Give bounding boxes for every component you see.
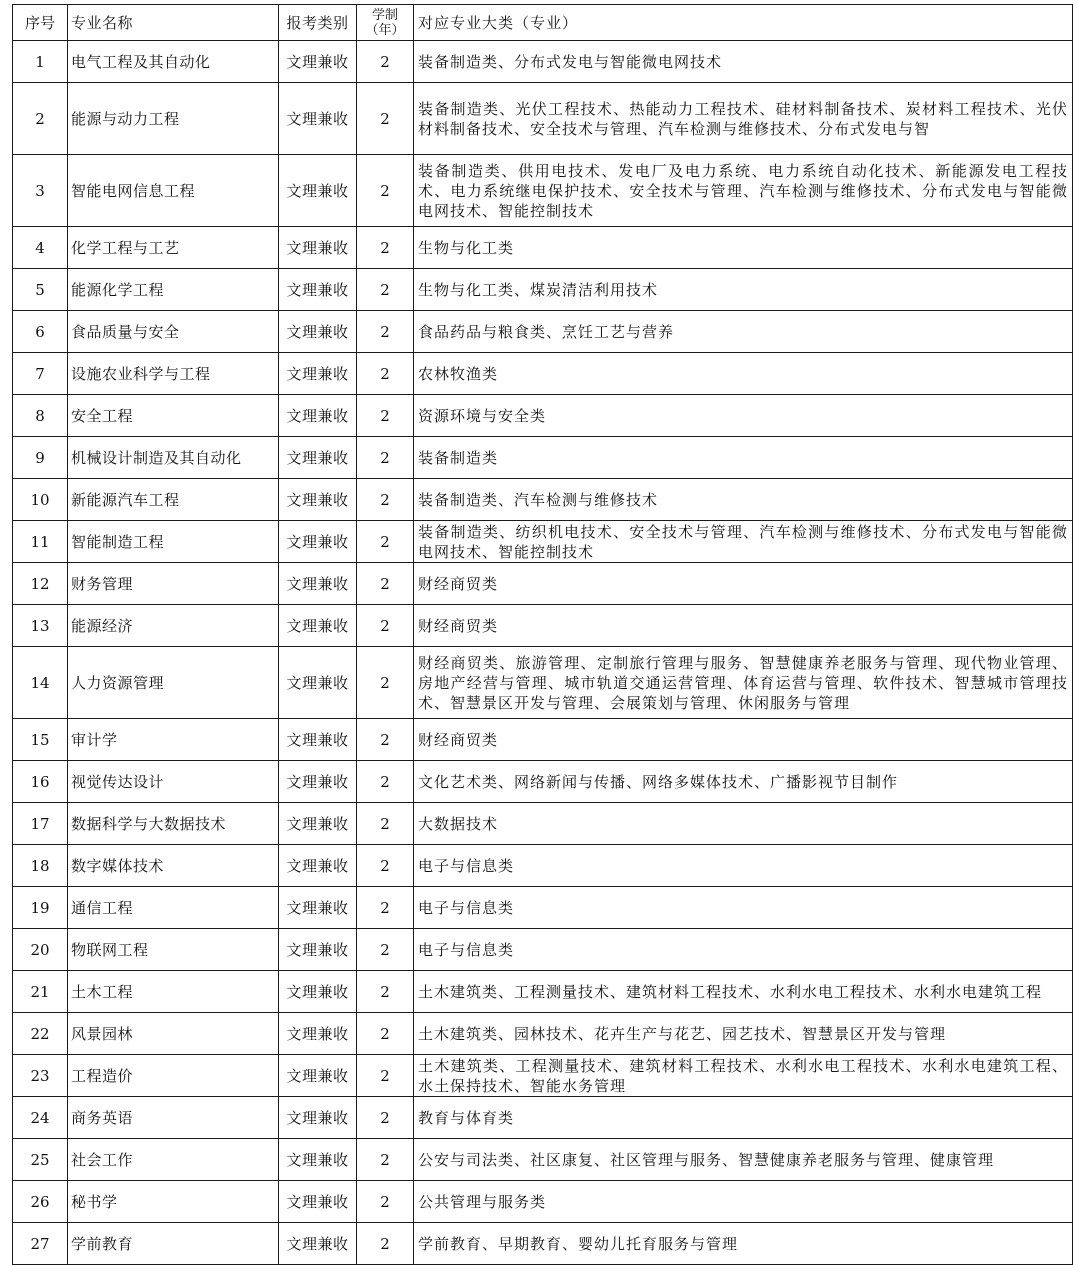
cell-no: 21 <box>13 971 68 1013</box>
majors-table <box>12 4 1073 1265</box>
cell-years: 2 <box>357 41 414 83</box>
cell-name: 秘书学 <box>68 1181 279 1223</box>
table-body <box>13 41 1073 1265</box>
table-row <box>13 971 1073 1013</box>
cell-no: 11 <box>13 521 68 563</box>
table-row <box>13 395 1073 437</box>
cell-name: 数字媒体技术 <box>68 845 279 887</box>
cell-no: 2 <box>13 83 68 155</box>
cell-years: 2 <box>357 563 414 605</box>
cell-type: 文理兼收 <box>279 605 357 647</box>
table-row <box>13 605 1073 647</box>
cell-category: 装备制造类、分布式发电与智能微电网技术 <box>414 41 1073 83</box>
cell-type: 文理兼收 <box>279 353 357 395</box>
cell-type: 文理兼收 <box>279 1139 357 1181</box>
table-row <box>13 929 1073 971</box>
cell-name: 能源与动力工程 <box>68 83 279 155</box>
cell-years: 2 <box>357 521 414 563</box>
cell-years: 2 <box>357 269 414 311</box>
table-row <box>13 83 1073 155</box>
cell-type: 文理兼收 <box>279 1013 357 1055</box>
cell-name: 能源化学工程 <box>68 269 279 311</box>
cell-category: 公共管理与服务类 <box>414 1181 1073 1223</box>
cell-no: 15 <box>13 719 68 761</box>
cell-category: 电子与信息类 <box>414 845 1073 887</box>
cell-name: 机械设计制造及其自动化 <box>68 437 279 479</box>
cell-no: 16 <box>13 761 68 803</box>
cell-name: 风景园林 <box>68 1013 279 1055</box>
cell-type: 文理兼收 <box>279 1055 357 1097</box>
cell-years: 2 <box>357 887 414 929</box>
cell-no: 18 <box>13 845 68 887</box>
header-years-line2: （年） <box>365 22 405 38</box>
cell-category: 学前教育、早期教育、婴幼儿托育服务与管理 <box>414 1223 1073 1265</box>
table-row <box>13 521 1073 563</box>
cell-no: 1 <box>13 41 68 83</box>
cell-years: 2 <box>357 437 414 479</box>
header-name: 专业名称 <box>68 5 279 41</box>
header-category: 对应专业大类（专业） <box>414 5 1073 41</box>
cell-category: 装备制造类、纺织机电技术、安全技术与管理、汽车检测与维修技术、分布式发电与智能微电网技术、智能控制技术 <box>414 521 1073 563</box>
cell-name: 能源经济 <box>68 605 279 647</box>
cell-no: 25 <box>13 1139 68 1181</box>
cell-years: 2 <box>357 971 414 1013</box>
cell-years: 2 <box>357 479 414 521</box>
table-row <box>13 761 1073 803</box>
cell-no: 7 <box>13 353 68 395</box>
cell-no: 20 <box>13 929 68 971</box>
cell-name: 学前教育 <box>68 1223 279 1265</box>
header-years <box>357 5 414 41</box>
cell-no: 12 <box>13 563 68 605</box>
cell-years: 2 <box>357 353 414 395</box>
cell-type: 文理兼收 <box>279 437 357 479</box>
table-row <box>13 1013 1073 1055</box>
cell-name: 安全工程 <box>68 395 279 437</box>
cell-no: 19 <box>13 887 68 929</box>
cell-years: 2 <box>357 1055 414 1097</box>
cell-category: 装备制造类、供用电技术、发电厂及电力系统、电力系统自动化技术、新能源发电工程技术、电力系统继电保护技术、安全技术与管理、汽车检测与维修技术、分布式发电与智能微电网技术、智能控制技术 <box>414 155 1073 227</box>
table-row <box>13 353 1073 395</box>
cell-years: 2 <box>357 1181 414 1223</box>
cell-years: 2 <box>357 761 414 803</box>
cell-years: 2 <box>357 929 414 971</box>
table-row <box>13 1055 1073 1097</box>
cell-years: 2 <box>357 605 414 647</box>
table-row <box>13 803 1073 845</box>
table-row <box>13 437 1073 479</box>
cell-no: 14 <box>13 647 68 719</box>
table-row <box>13 719 1073 761</box>
table-row <box>13 1097 1073 1139</box>
cell-no: 8 <box>13 395 68 437</box>
cell-category: 公安与司法类、社区康复、社区管理与服务、智慧健康养老服务与管理、健康管理 <box>414 1139 1073 1181</box>
cell-name: 社会工作 <box>68 1139 279 1181</box>
cell-name: 财务管理 <box>68 563 279 605</box>
table-row <box>13 1139 1073 1181</box>
cell-category: 土木建筑类、工程测量技术、建筑材料工程技术、水利水电工程技术、水利水电建筑工程、水土保持技术、智能水务管理 <box>414 1055 1073 1097</box>
table-row <box>13 563 1073 605</box>
cell-type: 文理兼收 <box>279 887 357 929</box>
cell-type: 文理兼收 <box>279 395 357 437</box>
cell-name: 食品质量与安全 <box>68 311 279 353</box>
cell-type: 文理兼收 <box>279 521 357 563</box>
cell-type: 文理兼收 <box>279 1181 357 1223</box>
table-row <box>13 845 1073 887</box>
cell-type: 文理兼收 <box>279 155 357 227</box>
header-years-line1: 学制 <box>371 7 398 23</box>
cell-type: 文理兼收 <box>279 41 357 83</box>
cell-no: 24 <box>13 1097 68 1139</box>
cell-category: 农林牧渔类 <box>414 353 1073 395</box>
cell-years: 2 <box>357 845 414 887</box>
table-row <box>13 269 1073 311</box>
cell-no: 23 <box>13 1055 68 1097</box>
cell-type: 文理兼收 <box>279 227 357 269</box>
cell-no: 26 <box>13 1181 68 1223</box>
cell-no: 10 <box>13 479 68 521</box>
cell-name: 商务英语 <box>68 1097 279 1139</box>
cell-name: 电气工程及其自动化 <box>68 41 279 83</box>
cell-name: 审计学 <box>68 719 279 761</box>
cell-name: 数据科学与大数据技术 <box>68 803 279 845</box>
cell-type: 文理兼收 <box>279 803 357 845</box>
cell-category: 装备制造类 <box>414 437 1073 479</box>
cell-type: 文理兼收 <box>279 929 357 971</box>
header-row <box>13 5 1073 41</box>
cell-category: 财经商贸类 <box>414 719 1073 761</box>
cell-type: 文理兼收 <box>279 479 357 521</box>
cell-no: 27 <box>13 1223 68 1265</box>
cell-no: 5 <box>13 269 68 311</box>
cell-category: 财经商贸类、旅游管理、定制旅行管理与服务、智慧健康养老服务与管理、现代物业管理、房地产经营与管理、城市轨道交通运营管理、体育运营与管理、软件技术、智慧城市管理技术、智慧景区开发与管理、会展策划与管理、休闲服务与管理 <box>414 647 1073 719</box>
table-row <box>13 887 1073 929</box>
cell-no: 4 <box>13 227 68 269</box>
cell-type: 文理兼收 <box>279 845 357 887</box>
cell-name: 土木工程 <box>68 971 279 1013</box>
cell-years: 2 <box>357 719 414 761</box>
header-type: 报考类别 <box>279 5 357 41</box>
cell-category: 食品药品与粮食类、烹饪工艺与营养 <box>414 311 1073 353</box>
cell-category: 电子与信息类 <box>414 929 1073 971</box>
cell-name: 智能制造工程 <box>68 521 279 563</box>
cell-category: 装备制造类、光伏工程技术、热能动力工程技术、硅材料制备技术、炭材料工程技术、光伏材料制备技术、安全技术与管理、汽车检测与维修技术、分布式发电与智 <box>414 83 1073 155</box>
cell-category: 大数据技术 <box>414 803 1073 845</box>
cell-name: 智能电网信息工程 <box>68 155 279 227</box>
cell-years: 2 <box>357 647 414 719</box>
cell-name: 物联网工程 <box>68 929 279 971</box>
cell-category: 资源环境与安全类 <box>414 395 1073 437</box>
cell-years: 2 <box>357 83 414 155</box>
cell-category: 装备制造类、汽车检测与维修技术 <box>414 479 1073 521</box>
cell-type: 文理兼收 <box>279 761 357 803</box>
cell-type: 文理兼收 <box>279 719 357 761</box>
cell-years: 2 <box>357 1013 414 1055</box>
cell-type: 文理兼收 <box>279 647 357 719</box>
cell-years: 2 <box>357 395 414 437</box>
cell-category: 文化艺术类、网络新闻与传播、网络多媒体技术、广播影视节目制作 <box>414 761 1073 803</box>
table-row <box>13 1223 1073 1265</box>
cell-type: 文理兼收 <box>279 83 357 155</box>
cell-years: 2 <box>357 311 414 353</box>
table-row <box>13 479 1073 521</box>
cell-no: 6 <box>13 311 68 353</box>
table-row <box>13 647 1073 719</box>
cell-no: 17 <box>13 803 68 845</box>
cell-years: 2 <box>357 1139 414 1181</box>
cell-name: 设施农业科学与工程 <box>68 353 279 395</box>
table-row <box>13 41 1073 83</box>
cell-category: 财经商贸类 <box>414 563 1073 605</box>
cell-category: 电子与信息类 <box>414 887 1073 929</box>
cell-name: 通信工程 <box>68 887 279 929</box>
cell-type: 文理兼收 <box>279 1097 357 1139</box>
cell-category: 生物与化工类 <box>414 227 1073 269</box>
cell-name: 人力资源管理 <box>68 647 279 719</box>
table-row <box>13 311 1073 353</box>
cell-years: 2 <box>357 155 414 227</box>
cell-type: 文理兼收 <box>279 269 357 311</box>
table-row <box>13 227 1073 269</box>
header-no: 序号 <box>13 5 68 41</box>
table-row <box>13 155 1073 227</box>
cell-years: 2 <box>357 227 414 269</box>
cell-years: 2 <box>357 803 414 845</box>
cell-type: 文理兼收 <box>279 1223 357 1265</box>
cell-no: 22 <box>13 1013 68 1055</box>
cell-no: 3 <box>13 155 68 227</box>
cell-name: 工程造价 <box>68 1055 279 1097</box>
cell-name: 化学工程与工艺 <box>68 227 279 269</box>
cell-no: 13 <box>13 605 68 647</box>
cell-name: 新能源汽车工程 <box>68 479 279 521</box>
cell-years: 2 <box>357 1223 414 1265</box>
cell-no: 9 <box>13 437 68 479</box>
table-row <box>13 1181 1073 1223</box>
cell-type: 文理兼收 <box>279 311 357 353</box>
cell-category: 生物与化工类、煤炭清洁利用技术 <box>414 269 1073 311</box>
cell-type: 文理兼收 <box>279 563 357 605</box>
cell-category: 土木建筑类、园林技术、花卉生产与花艺、园艺技术、智慧景区开发与管理 <box>414 1013 1073 1055</box>
cell-category: 教育与体育类 <box>414 1097 1073 1139</box>
cell-name: 视觉传达设计 <box>68 761 279 803</box>
cell-type: 文理兼收 <box>279 971 357 1013</box>
cell-years: 2 <box>357 1097 414 1139</box>
cell-category: 土木建筑类、工程测量技术、建筑材料工程技术、水利水电工程技术、水利水电建筑工程 <box>414 971 1073 1013</box>
cell-category: 财经商贸类 <box>414 605 1073 647</box>
